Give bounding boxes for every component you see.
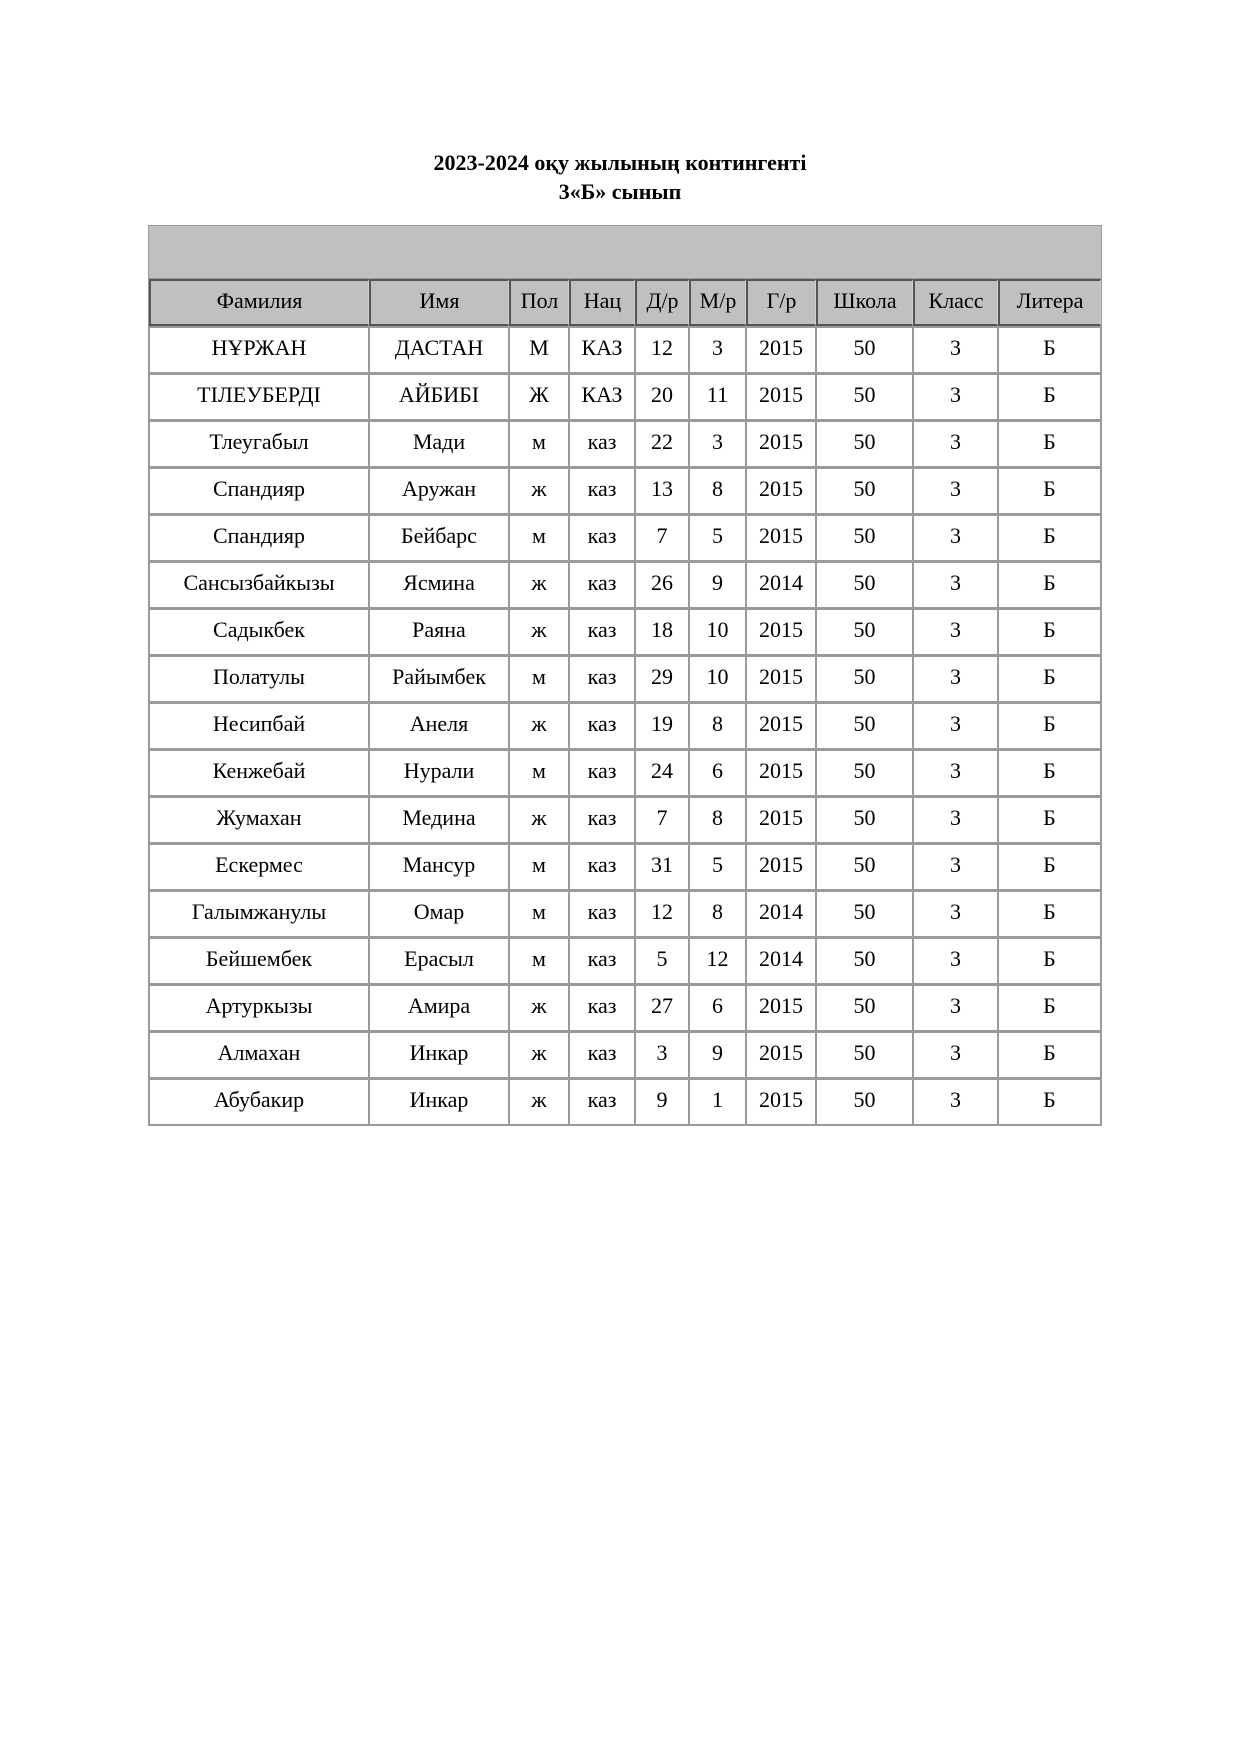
cell-letter: Б xyxy=(998,420,1101,467)
table-row xyxy=(149,702,1101,749)
cell-letter: Б xyxy=(998,655,1101,702)
cell-nationality: каз xyxy=(569,1078,635,1125)
cell-nationality: каз xyxy=(569,655,635,702)
cell-birth-day: 12 xyxy=(635,326,689,373)
cell-gender: м xyxy=(509,655,569,702)
cell-birth-year: 2015 xyxy=(746,420,816,467)
cell-name: Аружан xyxy=(369,467,509,514)
cell-letter: Б xyxy=(998,1078,1101,1125)
cell-birth-month: 6 xyxy=(689,984,746,1031)
cell-letter: Б xyxy=(998,890,1101,937)
cell-gender: ж xyxy=(509,467,569,514)
cell-school: 50 xyxy=(816,749,913,796)
header-birth-year: Г/р xyxy=(746,279,816,326)
cell-letter: Б xyxy=(998,467,1101,514)
cell-name: Раяна xyxy=(369,608,509,655)
table-row xyxy=(149,984,1101,1031)
cell-surname: Абубакир xyxy=(149,1078,369,1125)
cell-birth-month: 10 xyxy=(689,655,746,702)
header-name: Имя xyxy=(369,279,509,326)
cell-nationality: КАЗ xyxy=(569,326,635,373)
table-banner-cell xyxy=(149,226,1101,279)
cell-letter: Б xyxy=(998,561,1101,608)
cell-class: 3 xyxy=(913,326,998,373)
cell-school: 50 xyxy=(816,1031,913,1078)
cell-nationality: каз xyxy=(569,749,635,796)
cell-gender: ж xyxy=(509,1031,569,1078)
cell-surname: Садыкбек xyxy=(149,608,369,655)
cell-name: Инкар xyxy=(369,1031,509,1078)
cell-nationality: каз xyxy=(569,467,635,514)
cell-class: 3 xyxy=(913,420,998,467)
cell-birth-year: 2015 xyxy=(746,467,816,514)
cell-birth-year: 2015 xyxy=(746,984,816,1031)
cell-birth-day: 3 xyxy=(635,1031,689,1078)
cell-gender: ж xyxy=(509,1078,569,1125)
cell-gender: ж xyxy=(509,608,569,655)
cell-class: 3 xyxy=(913,984,998,1031)
cell-birth-month: 3 xyxy=(689,420,746,467)
cell-birth-month: 10 xyxy=(689,608,746,655)
table-banner-row xyxy=(149,226,1101,279)
cell-gender: м xyxy=(509,937,569,984)
cell-name: Ерасыл xyxy=(369,937,509,984)
cell-surname: Спандияр xyxy=(149,467,369,514)
cell-name: Ясмина xyxy=(369,561,509,608)
cell-surname: Алмахан xyxy=(149,1031,369,1078)
cell-letter: Б xyxy=(998,373,1101,420)
cell-gender: ж xyxy=(509,984,569,1031)
cell-birth-month: 8 xyxy=(689,467,746,514)
cell-birth-year: 2015 xyxy=(746,1031,816,1078)
header-surname: Фамилия xyxy=(149,279,369,326)
cell-school: 50 xyxy=(816,561,913,608)
title-line-year: 2023-2024 оқу жылының контингенті xyxy=(433,150,807,175)
cell-gender: м xyxy=(509,890,569,937)
cell-letter: Б xyxy=(998,608,1101,655)
cell-class: 3 xyxy=(913,373,998,420)
cell-gender: ж xyxy=(509,796,569,843)
table-row xyxy=(149,749,1101,796)
cell-birth-month: 5 xyxy=(689,514,746,561)
cell-birth-year: 2014 xyxy=(746,937,816,984)
cell-letter: Б xyxy=(998,1031,1101,1078)
cell-name: Медина xyxy=(369,796,509,843)
cell-nationality: каз xyxy=(569,608,635,655)
cell-surname: Тлеугабыл xyxy=(149,420,369,467)
cell-name: Мансур xyxy=(369,843,509,890)
table-header-row xyxy=(149,279,1101,326)
cell-surname: Артуркызы xyxy=(149,984,369,1031)
cell-birth-day: 12 xyxy=(635,890,689,937)
cell-gender: ж xyxy=(509,702,569,749)
cell-class: 3 xyxy=(913,796,998,843)
cell-name: Омар xyxy=(369,890,509,937)
cell-birth-month: 6 xyxy=(689,749,746,796)
cell-birth-year: 2015 xyxy=(746,373,816,420)
cell-name: Райымбек xyxy=(369,655,509,702)
cell-class: 3 xyxy=(913,608,998,655)
cell-school: 50 xyxy=(816,843,913,890)
cell-surname: Полатулы xyxy=(149,655,369,702)
cell-class: 3 xyxy=(913,467,998,514)
contingent-table xyxy=(148,225,1102,1126)
table-row xyxy=(149,514,1101,561)
cell-birth-month: 5 xyxy=(689,843,746,890)
cell-birth-month: 1 xyxy=(689,1078,746,1125)
cell-birth-day: 26 xyxy=(635,561,689,608)
cell-birth-day: 29 xyxy=(635,655,689,702)
cell-class: 3 xyxy=(913,749,998,796)
header-birth-month: М/р xyxy=(689,279,746,326)
cell-birth-year: 2015 xyxy=(746,843,816,890)
cell-class: 3 xyxy=(913,843,998,890)
cell-birth-day: 31 xyxy=(635,843,689,890)
cell-birth-month: 9 xyxy=(689,1031,746,1078)
cell-birth-month: 3 xyxy=(689,326,746,373)
cell-school: 50 xyxy=(816,890,913,937)
cell-class: 3 xyxy=(913,937,998,984)
cell-birth-day: 5 xyxy=(635,937,689,984)
cell-birth-day: 22 xyxy=(635,420,689,467)
cell-birth-month: 8 xyxy=(689,796,746,843)
cell-nationality: каз xyxy=(569,984,635,1031)
cell-nationality: каз xyxy=(569,937,635,984)
table-row xyxy=(149,1031,1101,1078)
cell-letter: Б xyxy=(998,937,1101,984)
cell-birth-year: 2014 xyxy=(746,890,816,937)
cell-class: 3 xyxy=(913,561,998,608)
cell-birth-day: 24 xyxy=(635,749,689,796)
cell-class: 3 xyxy=(913,514,998,561)
title-line-class: 3«Б» сынып xyxy=(558,179,682,204)
cell-birth-day: 19 xyxy=(635,702,689,749)
cell-name: Нурали xyxy=(369,749,509,796)
cell-birth-month: 11 xyxy=(689,373,746,420)
cell-school: 50 xyxy=(816,1078,913,1125)
cell-birth-month: 9 xyxy=(689,561,746,608)
cell-birth-day: 27 xyxy=(635,984,689,1031)
table-row xyxy=(149,890,1101,937)
cell-birth-year: 2014 xyxy=(746,561,816,608)
cell-school: 50 xyxy=(816,702,913,749)
cell-school: 50 xyxy=(816,937,913,984)
cell-nationality: каз xyxy=(569,890,635,937)
contingent-table-container xyxy=(148,225,1100,1126)
table-row xyxy=(149,326,1101,373)
table-row xyxy=(149,843,1101,890)
cell-gender: Ж xyxy=(509,373,569,420)
cell-birth-month: 8 xyxy=(689,890,746,937)
cell-letter: Б xyxy=(998,984,1101,1031)
table-row xyxy=(149,420,1101,467)
cell-birth-day: 20 xyxy=(635,373,689,420)
cell-birth-month: 8 xyxy=(689,702,746,749)
table-row xyxy=(149,655,1101,702)
cell-birth-year: 2015 xyxy=(746,514,816,561)
cell-class: 3 xyxy=(913,702,998,749)
cell-birth-year: 2015 xyxy=(746,702,816,749)
cell-name: ДАСТАН xyxy=(369,326,509,373)
cell-name: Бейбарс xyxy=(369,514,509,561)
cell-surname: Несипбай xyxy=(149,702,369,749)
header-school: Школа xyxy=(816,279,913,326)
cell-surname: Спандияр xyxy=(149,514,369,561)
cell-school: 50 xyxy=(816,984,913,1031)
cell-gender: М xyxy=(509,326,569,373)
cell-birth-year: 2015 xyxy=(746,749,816,796)
table-row xyxy=(149,1078,1101,1125)
cell-letter: Б xyxy=(998,796,1101,843)
cell-gender: м xyxy=(509,749,569,796)
cell-school: 50 xyxy=(816,514,913,561)
cell-nationality: каз xyxy=(569,561,635,608)
cell-birth-day: 7 xyxy=(635,796,689,843)
cell-nationality: каз xyxy=(569,843,635,890)
table-row xyxy=(149,373,1101,420)
cell-gender: м xyxy=(509,420,569,467)
header-letter: Литера xyxy=(998,279,1101,326)
cell-school: 50 xyxy=(816,467,913,514)
cell-name: Амира xyxy=(369,984,509,1031)
cell-birth-year: 2015 xyxy=(746,796,816,843)
cell-birth-year: 2015 xyxy=(746,1078,816,1125)
cell-letter: Б xyxy=(998,514,1101,561)
cell-nationality: каз xyxy=(569,702,635,749)
table-row xyxy=(149,937,1101,984)
table-row xyxy=(149,561,1101,608)
cell-class: 3 xyxy=(913,655,998,702)
cell-letter: Б xyxy=(998,843,1101,890)
cell-nationality: КАЗ xyxy=(569,373,635,420)
cell-surname: Жумахан xyxy=(149,796,369,843)
cell-name: Анеля xyxy=(369,702,509,749)
cell-nationality: каз xyxy=(569,796,635,843)
cell-birth-day: 7 xyxy=(635,514,689,561)
cell-name: АЙБИБІ xyxy=(369,373,509,420)
cell-name: Инкар xyxy=(369,1078,509,1125)
header-class: Класс xyxy=(913,279,998,326)
cell-birth-day: 9 xyxy=(635,1078,689,1125)
cell-class: 3 xyxy=(913,1031,998,1078)
table-row xyxy=(149,796,1101,843)
cell-name: Мади xyxy=(369,420,509,467)
cell-school: 50 xyxy=(816,608,913,655)
cell-gender: м xyxy=(509,514,569,561)
cell-surname: ТІЛЕУБЕРДІ xyxy=(149,373,369,420)
table-row xyxy=(149,608,1101,655)
cell-letter: Б xyxy=(998,749,1101,796)
header-nationality: Нац xyxy=(569,279,635,326)
cell-school: 50 xyxy=(816,655,913,702)
cell-nationality: каз xyxy=(569,420,635,467)
cell-nationality: каз xyxy=(569,1031,635,1078)
cell-surname: Бейшембек xyxy=(149,937,369,984)
cell-surname: Кенжебай xyxy=(149,749,369,796)
cell-surname: НҰРЖАН xyxy=(149,326,369,373)
cell-school: 50 xyxy=(816,420,913,467)
document-title xyxy=(0,148,1240,206)
cell-surname: Галымжанулы xyxy=(149,890,369,937)
cell-letter: Б xyxy=(998,326,1101,373)
cell-class: 3 xyxy=(913,890,998,937)
table-row xyxy=(149,467,1101,514)
cell-birth-day: 18 xyxy=(635,608,689,655)
cell-surname: Сансызбайкызы xyxy=(149,561,369,608)
cell-birth-year: 2015 xyxy=(746,326,816,373)
cell-class: 3 xyxy=(913,1078,998,1125)
cell-birth-year: 2015 xyxy=(746,608,816,655)
cell-nationality: каз xyxy=(569,514,635,561)
cell-school: 50 xyxy=(816,373,913,420)
cell-school: 50 xyxy=(816,326,913,373)
cell-letter: Б xyxy=(998,702,1101,749)
cell-birth-year: 2015 xyxy=(746,655,816,702)
header-gender: Пол xyxy=(509,279,569,326)
cell-birth-day: 13 xyxy=(635,467,689,514)
cell-gender: м xyxy=(509,843,569,890)
cell-gender: ж xyxy=(509,561,569,608)
header-birth-day: Д/р xyxy=(635,279,689,326)
cell-school: 50 xyxy=(816,796,913,843)
cell-surname: Ескермес xyxy=(149,843,369,890)
cell-birth-month: 12 xyxy=(689,937,746,984)
